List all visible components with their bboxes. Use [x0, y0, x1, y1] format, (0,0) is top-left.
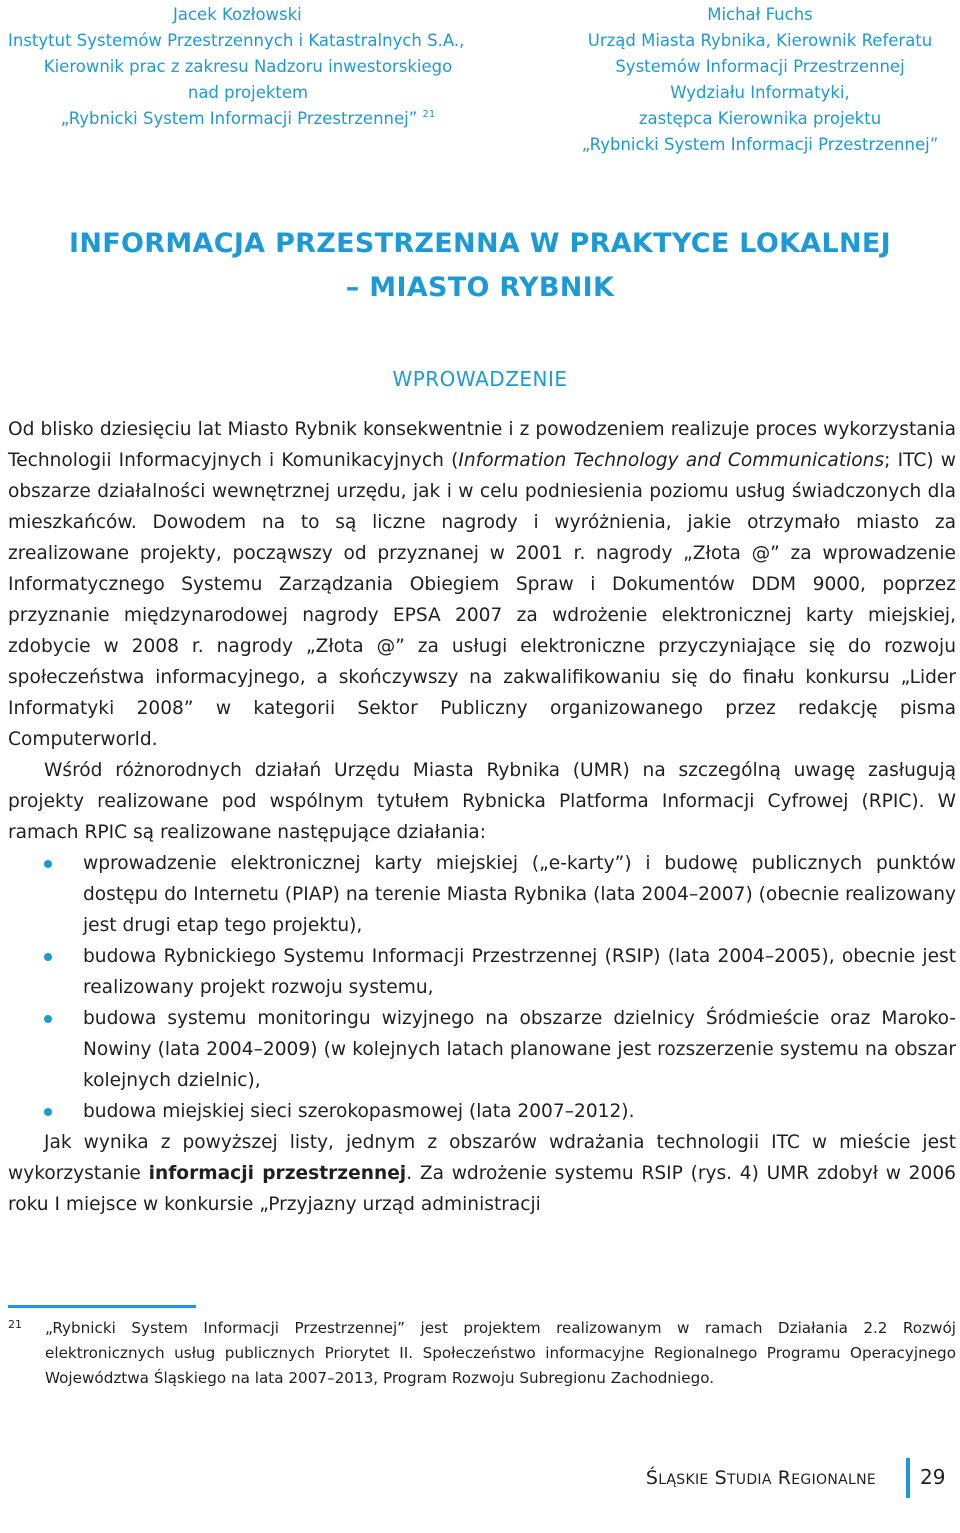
author-right-affiliation-3: Wydziału Informatyki,	[670, 83, 850, 102]
author-right	[560, 2, 960, 158]
author-left-affiliation-2: Kierownik prac z zakresu Nadzoru inwestorskiego	[43, 57, 453, 76]
author-right-affiliation-2: Systemów Informacji Przestrzennej	[615, 57, 905, 76]
author-right-affiliation-1: Urząd Miasta Rybnika, Kierownik Referatu	[587, 31, 933, 50]
paragraph-2: Wśród różnorodnych działań Urzędu Miasta Rybnika (UMR) na szczególną uwagę zasługują projekty realizowane pod wspólnym tytułem Rybnicka Platforma Informacji Cyfrowej (RPIC). W ramach RPIC są realizowane następujące działania:	[8, 760, 956, 843]
author-left	[8, 2, 488, 132]
section-heading: WPROWADZENIE	[392, 367, 568, 391]
page-number: 29	[920, 1465, 946, 1489]
author-left-affiliation-1: Instytut Systemów Przestrzennych i Katastralnych S.A.,	[8, 31, 465, 50]
article-title-line-1: INFORMACJA PRZESTRZENNA W PRAKTYCE LOKALNEJ	[69, 228, 891, 259]
authors-header	[0, 0, 960, 160]
author-right-affiliation-4: zastępca Kierownika projektu	[638, 109, 882, 128]
author-left-name: Jacek Kozłowski	[173, 5, 302, 24]
author-left-affiliation-4	[8, 106, 488, 132]
footnote-text: „Rybnicki System Informacji Przestrzennej” jest projektem realizowanym w ramach Działania 2.2 Rozwój elektronicznych usług publicznych Priorytet II. Społeczeństwo informacyjne Regionalnego Programu Operacyjnego Województwa Śląskiego na lata 2007–2013, Program Rozwoju Subregionu Zachodniego.	[45, 1319, 956, 1387]
article-body	[8, 414, 956, 1220]
author-right-affiliation-5: „Rybnicki System Informacji Przestrzennej”	[581, 135, 939, 154]
page-footer	[0, 1458, 960, 1498]
footnote-reference[interactable]: 21	[422, 109, 436, 120]
bullet-icon	[44, 1108, 52, 1116]
footnote-divider	[8, 1305, 196, 1308]
bullet-icon	[44, 1015, 52, 1023]
author-right-name: Michał Fuchs	[707, 5, 813, 24]
bold-term: informacji przestrzennej	[148, 1163, 407, 1184]
footnote-number: 21	[8, 1318, 22, 1331]
article-title-line-2: – MIASTO RYBNIK	[345, 272, 615, 303]
italic-term: Information Technology and Communications	[458, 450, 885, 471]
footer-divider	[906, 1458, 910, 1498]
list-item: budowa miejskiej sieci szerokopasmowej (lata 2007–2012).	[8, 1096, 956, 1127]
bullet-icon	[44, 860, 52, 868]
list-item: wprowadzenie elektronicznej karty miejskiej („e-karty”) i budowę publicznych punktów dostępu do Internetu (PIAP) na terenie Miasta Rybnika (lata 2004–2007) (obecnie realizowany jest drugi etap tego projektu),	[8, 848, 956, 941]
author-left-affiliation-3: nad projektem	[187, 83, 309, 102]
bullet-list	[8, 848, 956, 1127]
journal-title: ŚLĄSKIE STUDIA REGIONALNE	[645, 1467, 876, 1489]
paragraph-1: Od blisko dziesięciu lat Miasto Rybnik konsekwentnie i z powodzeniem realizuje proces wykorzystania Technologii Informacyjnych i Komunikacyjnych (Information Technology and Communications; ITC) w obszarze działalności wewnętrznej urzędu, jak i w celu podniesienia poziomu usług świadczonych dla mieszkańców. Dowodem na to są liczne nagrody i wyróżnienia, jakie otrzymało miasto za zrealizowane projekty, począwszy od przyznanej w 2001 r. nagrody „Złota @” za wprowadzenie Informatycznego Systemu Zarządzania Obiegiem Spraw i Dokumentów DDM 9000, poprzez przyznanie międzynarodowej nagrody EPSA 2007 za wdrożenie elektronicznej karty miejskiej, zdobycie w 2008 r. nagrody „Złota @” za usługi elektroniczne przyczyniające się do rozwoju społeczeństwa informacyjnego, a skończywszy na zakwalifikowaniu się do finału konkursu „Lider Informatyki 2008” w kategorii Sektor Publiczny organizowanego przez redakcję pisma Computerworld.	[8, 419, 956, 750]
footnote	[8, 1316, 956, 1391]
paragraph-3: Jak wynika z powyższej listy, jednym z obszarów wdrażania technologii ITC w mieście jest wykorzystanie informacji przestrzennej. Za wdrożenie systemu RSIP (rys. 4) UMR zdobył w 2006 roku I miejsce w konkursie „Przyjazny urząd administracji	[8, 1132, 956, 1215]
list-item: budowa systemu monitoringu wizyjnego na obszarze dzielnicy Śródmieście oraz Maroko-Nowiny (lata 2004–2009) (w kolejnych latach planowane jest rozszerzenie systemu na obszar kolejnych dzielnic),	[8, 1003, 956, 1096]
author-left-project: „Rybnicki System Informacji Przestrzennej”	[60, 109, 418, 128]
bullet-icon	[44, 953, 52, 961]
list-item: budowa Rybnickiego Systemu Informacji Przestrzennej (RSIP) (lata 2004–2005), obecnie jest realizowany projekt rozwoju systemu,	[8, 941, 956, 1003]
article-title	[0, 222, 960, 310]
